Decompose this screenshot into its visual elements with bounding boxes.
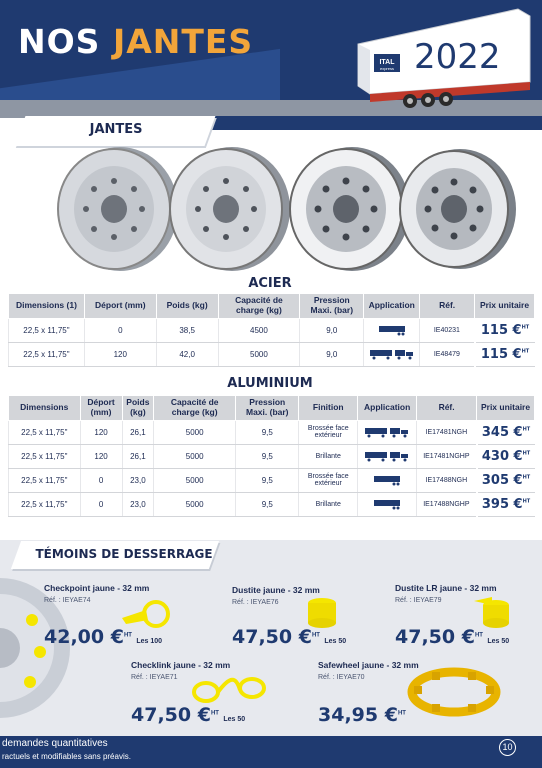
product-checklink-price [131,704,245,726]
col-prix: Prix unitaire [475,294,535,319]
cell-pression: 9,5 [236,492,299,516]
col-pression: Pression Maxi. (bar) [236,396,299,421]
cell-deport: 0 [80,492,122,516]
col-pression: Pression Maxi. (bar) [300,294,364,319]
col-application: Application [364,294,420,319]
price: 34,95 € [318,704,398,726]
quantity: Les 100 [136,638,163,645]
price-ht: HT [474,632,483,639]
quantity: Les 50 [223,716,246,723]
cell-charge: 5000 [218,342,300,366]
cell-price: 345 €$^{HT}$ [477,420,535,444]
checklink-indicator-icon [190,672,270,706]
cell-dimensions: 22,5 x 11,75" [9,468,81,492]
safewheel-ring-icon [406,666,502,718]
cell-ref: IE48479 [420,342,475,366]
truck-trailer-icon [364,426,410,438]
price-ht: HT [123,632,132,639]
cell-finition: Brossée face extérieur [299,420,358,444]
cell-application [364,342,420,366]
product-name: Checklink jaune - 32 mm [131,660,231,670]
acier-header-row [9,294,535,319]
cell-finition: Brillante [299,444,358,468]
truck-trailer-icon [369,348,415,360]
semi-trailer-icon [372,474,402,486]
product-name: Safewheel jaune - 32 mm [318,660,419,670]
cell-price: 430 €$^{HT}$ [477,444,535,468]
cell-deport: 0 [84,318,156,342]
page-title: NOS JANTES [18,22,254,61]
cell-dimensions: 22,5 x 11,75" [9,420,81,444]
table-row [9,492,535,516]
cell-poids: 42,0 [156,342,218,366]
col-poids: Poids (kg) [122,396,154,421]
cell-pression: 9,5 [236,468,299,492]
product-ref: Réf. : IEYAE71 [131,674,178,681]
page-footer [0,736,542,768]
cell-ref: IE17488NGH [417,468,477,492]
col-charge: Capacité de charge (kg) [218,294,300,319]
rims-illustration [50,145,520,280]
acier-table [8,293,535,367]
truck-trailer-icon [364,450,410,462]
cell-dimensions: 22,5 x 11,75" [9,492,81,516]
product-ref: Réf. : IEYAE70 [318,674,365,681]
product-name: Dustite jaune - 32 mm [232,585,320,595]
semi-trailer-icon [377,324,407,336]
product-checkpoint-price [44,626,162,648]
acier-label: ACIER [248,276,292,291]
page-number: 10 [499,739,516,756]
table-row [9,468,535,492]
cell-price: 305 €$^{HT}$ [477,468,535,492]
cell-ref: IE17481NGHP [417,444,477,468]
price-ht: HT [311,632,320,639]
price-ht: HT [397,710,406,717]
cell-poids: 38,5 [156,318,218,342]
cell-pression: 9,5 [236,420,299,444]
cell-deport: 0 [80,468,122,492]
section-banner-jantes: JANTES [15,116,216,146]
product-ref: Réf. : IEYAE74 [44,597,91,604]
product-safewheel-price [318,704,406,726]
cell-poids: 23,0 [122,492,154,516]
price: 42,00 € [44,626,124,648]
truck-brand: ITAL [379,59,395,66]
price: 47,50 € [131,704,211,726]
product-safewheel [318,660,419,681]
cell-ref: IE40231 [420,318,475,342]
col-charge: Capacité de charge (kg) [154,396,236,421]
cell-dimensions: 22,5 x 11,75" [9,444,81,468]
table-row [9,342,535,366]
cell-application [358,420,417,444]
cell-charge: 5000 [154,492,236,516]
quantity: Les 50 [487,638,510,645]
cell-application [358,492,417,516]
product-name: Checkpoint jaune - 32 mm [44,583,150,593]
truck-year: 2022 [414,37,501,77]
col-ref: Réf. [417,396,477,421]
cell-poids: 23,0 [122,468,154,492]
col-deport: Déport (mm) [84,294,156,319]
cell-deport: 120 [84,342,156,366]
cell-charge: 5000 [154,444,236,468]
cell-pression: 9,0 [300,318,364,342]
col-deport: Déport (mm) [80,396,122,421]
cell-dimensions: 22,5 x 11,75" [9,318,85,342]
table-row [9,318,535,342]
cell-application [358,468,417,492]
footer-line-2: ractuels et modifiables sans préavis. [2,752,131,761]
section-banner-temoins: TÉMOINS DE DESSERRAGE [11,541,219,569]
product-ref: Réf. : IEYAE79 [395,597,442,604]
col-poids: Poids (kg) [156,294,218,319]
cell-ref: IE17481NGH [417,420,477,444]
cell-ref: IE17488NGHP [417,492,477,516]
cell-deport: 120 [80,444,122,468]
cell-price: 395 €$^{HT}$ [477,492,535,516]
cell-finition: Brillante [299,492,358,516]
cell-dimensions: 22,5 x 11,75" [9,342,85,366]
table-row [9,444,535,468]
col-prix: Prix unitaire [477,396,535,421]
cell-finition: Brossée face extérieur [299,468,358,492]
aluminium-table [8,395,535,517]
col-application: Application [358,396,417,421]
rim-image-2 [162,145,292,273]
footer-line-1: demandes quantitatives [2,738,108,749]
col-dimensions: Dimensions [9,396,81,421]
col-ref: Réf. [420,294,475,319]
truck-illustration [348,4,536,114]
truck-brand-sub: express [379,66,395,71]
product-name: Dustite LR jaune - 32 mm [395,583,497,593]
product-dustite-lr-price [395,626,509,648]
product-ref: Réf. : IEYAE76 [232,599,279,606]
header-divider-bar [210,116,542,130]
cell-poids: 26,1 [122,420,154,444]
cell-charge: 5000 [154,468,236,492]
col-finition: Finition [299,396,358,421]
cell-pression: 9,5 [236,444,299,468]
cell-pression: 9,0 [300,342,364,366]
cell-application [364,318,420,342]
cell-application [358,444,417,468]
product-dustite-price [232,626,346,648]
aluminium-header-row [9,396,535,421]
price-ht: HT [210,710,219,717]
cell-price: 115 €$^{HT}$ [475,342,535,366]
price: 47,50 € [395,626,475,648]
col-dimensions: Dimensions (1) [9,294,85,319]
quantity: Les 50 [324,638,347,645]
cell-price: 115 €$^{HT}$ [475,318,535,342]
aluminium-label: ALUMINIUM [227,376,313,391]
price: 47,50 € [232,626,312,648]
cell-poids: 26,1 [122,444,154,468]
cell-charge: 5000 [154,420,236,444]
rim-image-1 [50,145,180,273]
table-row [9,420,535,444]
cell-deport: 120 [80,420,122,444]
rim-image-4 [390,145,520,273]
semi-trailer-icon [372,498,402,510]
cell-charge: 4500 [218,318,300,342]
